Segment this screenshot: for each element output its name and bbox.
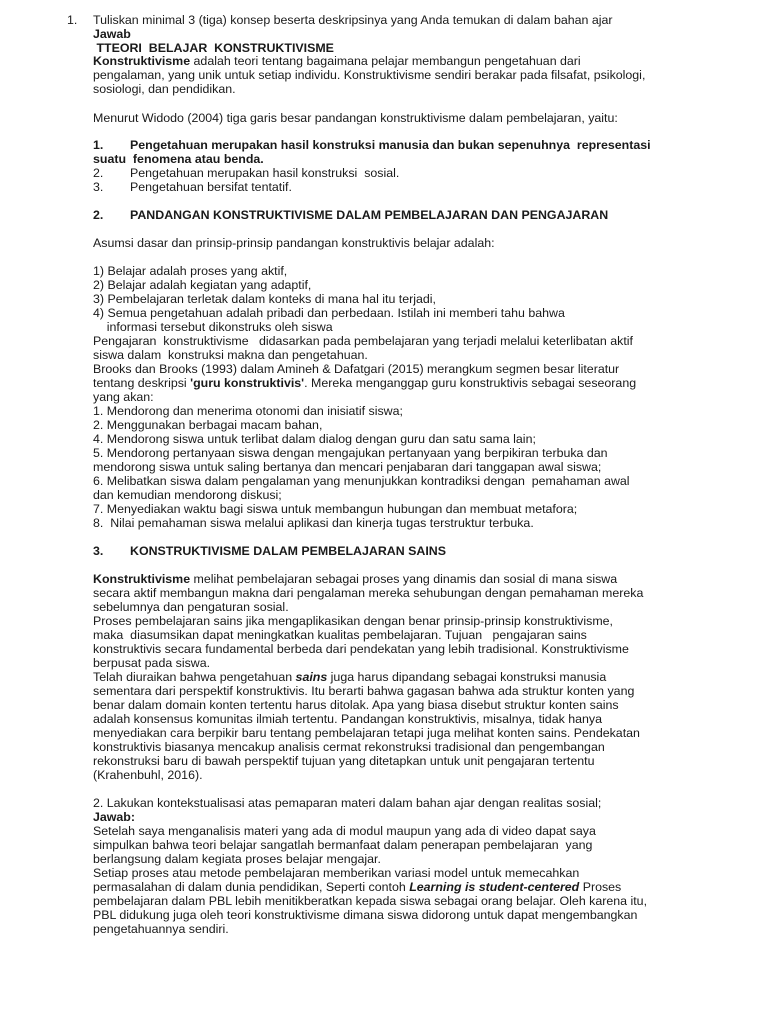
list-number: 1. — [93, 138, 104, 152]
list-item: 2) Belajar adalah kegiatan yang adaptif, — [93, 278, 312, 292]
paragraph-line: sebelumnya dan pengaturan sosial. — [93, 600, 289, 614]
paragraph-line: menyediakan cara berpikir baru tentang pembelajaran tetapi juga melihat konten sains. Pendekatan — [93, 726, 640, 740]
list-item-continued: informasi tersebut dikonstruks oleh siswa — [93, 320, 333, 334]
list-item: 3) Pembelajaran terletak dalam konteks di mana hal itu terjadi, — [93, 292, 436, 306]
paragraph-line: PBL didukung juga oleh teori konstruktivisme dimana siswa didorong untuk dapat mengembangkan — [93, 908, 638, 922]
paragraph-line: Telah diuraikan bahwa pengetahuan sains juga harus dipandang sebagai konstruksi manusia — [93, 670, 607, 684]
question-text: Tuliskan minimal 3 (tiga) konsep beserta deskripsinya yang Anda temukan di dalam bahan ajar — [93, 13, 613, 27]
paragraph-line: permasalahan di dalam dunia pendidikan, Seperti contoh Learning is student-centered Proses — [93, 880, 622, 894]
paragraph-line: sementara dari perspektif konstruktivis. Itu berarti bahwa gagasan bahwa ada struktur konten yang — [93, 684, 635, 698]
emphasis: Learning is student-centered — [409, 880, 580, 894]
list-item-continued: mendorong siswa untuk saling bertanya dan mencari penjabaran dari tanggapan awal siswa; — [93, 460, 602, 474]
paragraph-line: konstruktivis biasanya mencakup analisis cermat rekonstruksi tradisional dan pengembangan — [93, 740, 605, 754]
list-item: Pengetahuan bersifat tentatif. — [130, 180, 292, 194]
list-item: Pengetahuan merupakan hasil konstruksi sosial. — [130, 166, 400, 180]
list-item: 1) Belajar adalah proses yang aktif, — [93, 264, 288, 278]
list-item-continued: suatu fenomena atau benda. — [93, 152, 264, 166]
paragraph-line: secara aktif membangun makna dari pengalaman mereka sehubungan dengan pemahaman mereka — [93, 586, 644, 600]
paragraph-line: Setelah saya menganalisis materi yang ada di modul maupun yang ada di video dapat saya — [93, 824, 596, 838]
paragraph-line: berpusat pada siswa. — [93, 656, 211, 670]
paragraph-line: tentang deskripsi 'guru konstruktivis'. Mereka menganggap guru konstruktivis sebagai seseorang — [93, 376, 637, 390]
paragraph-line: Proses pembelajaran sains jika mengaplikasikan dengan benar prinsip-prinsip konstruktivisme, — [93, 614, 613, 628]
list-item: 7. Menyediakan waktu bagi siswa untuk membangun hubungan dan membuat metafora; — [93, 502, 578, 516]
section-number: 2. — [93, 208, 104, 222]
section-title: TTEORI BELAJAR KONSTRUKTIVISME — [93, 41, 334, 55]
emphasis: 'guru konstruktivis' — [190, 376, 305, 390]
paragraph-line: yang akan: — [93, 390, 154, 404]
paragraph-line: pengalaman, yang unik untuk setiap individu. Konstruktivisme sendiri berakar pada filsafat, psikologi, — [93, 68, 646, 82]
answer-label: Jawab — [93, 27, 131, 41]
paragraph-line: Asumsi dasar dan prinsip-prinsip pandangan konstruktivis belajar adalah: — [93, 236, 495, 250]
paragraph-line: Konstruktivisme adalah teori tentang bagaimana pelajar membangun pengetahuan dari — [93, 54, 581, 68]
section-heading: PANDANGAN KONSTRUKTIVISME DALAM PEMBELAJARAN DAN PENGAJARAN — [130, 208, 609, 222]
list-item: Pengetahuan merupakan hasil konstruksi manusia dan bukan sepenuhnya representasi — [130, 138, 651, 152]
section-number: 3. — [93, 544, 104, 558]
paragraph-line: pembelajaran dalam PBL lebih menitikberatkan kepada siswa sebagai orang belajar. Oleh karena itu, — [93, 894, 648, 908]
section-heading: KONSTRUKTIVISME DALAM PEMBELAJARAN SAINS — [130, 544, 446, 558]
paragraph-line: Brooks dan Brooks (1993) dalam Amineh & Dafatgari (2015) merangkum segmen besar literatur — [93, 362, 620, 376]
paragraph-line: Konstruktivisme melihat pembelajaran sebagai proses yang dinamis dan sosial di mana siswa — [93, 572, 618, 586]
paragraph-line: adalah konsensus komunitas ilmiah tertentu. Pandangan konstruktivis, misalnya, tidak hanya — [93, 712, 602, 726]
list-item: 6. Melibatkan siswa dalam pengalaman yang menunjukkan kontradiksi dengan pemahaman awal — [93, 474, 630, 488]
paragraph-line: Setiap proses atau metode pembelajaran memberikan variasi model untuk memecahkan — [93, 866, 580, 880]
paragraph-line: Pengajaran konstruktivisme didasarkan pada pembelajaran yang terjadi melalui keterlibatan aktif — [93, 334, 633, 348]
term: Konstruktivisme — [93, 572, 191, 586]
paragraph-line: berlangsung dalam kegiata proses belajar mengajar. — [93, 852, 381, 866]
list-item: 5. Mendorong pertanyaan siswa dengan mengajukan pertanyaan yang berpikiran terbuka dan — [93, 446, 608, 460]
list-number: 2. — [93, 166, 104, 180]
list-item: 8. Nilai pemahaman siswa melalui aplikasi dan kinerja tugas terstruktur terbuka. — [93, 516, 534, 530]
question-text: 2. Lakukan kontekstualisasi atas pemaparan materi dalam bahan ajar dengan realitas sosial; — [93, 796, 602, 810]
list-number: 3. — [93, 180, 104, 194]
term: Konstruktivisme — [93, 54, 191, 68]
list-item: 1. Mendorong dan menerima otonomi dan inisiatif siswa; — [93, 404, 403, 418]
emphasis: sains — [295, 670, 328, 684]
paragraph-line: simpulkan bahwa teori belajar sangatlah bermanfaat dalam penerapan pembelajaran yang — [93, 838, 593, 852]
paragraph-line: sosiologi, dan pendidikan. — [93, 82, 236, 96]
citation: (Krahenbuhl, 2016). — [93, 768, 203, 782]
list-item-continued: dan kemudian mendorong diskusi; — [93, 488, 282, 502]
list-item: 2. Menggunakan berbagai macam bahan, — [93, 418, 323, 432]
paragraph-line: Menurut Widodo (2004) tiga garis besar pandangan konstruktivisme dalam pembelajaran, yaitu: — [93, 111, 618, 125]
question-number: 1. — [67, 13, 78, 27]
paragraph-line: pengetahuannya sendiri. — [93, 922, 229, 936]
paragraph-line: benar dalam domain konten tertentu harus ditolak. Apa yang biasa disebut struktur konten sains — [93, 698, 619, 712]
paragraph-line: konstruktivis secara fundamental berbeda dari pendekatan yang lebih tradisional. Konstruktivisme — [93, 642, 629, 656]
paragraph-line: rekonstruksi baru di bawah perspektif tujuan yang ditetapkan untuk unit pengajaran tertentu — [93, 754, 595, 768]
paragraph-line: siswa dalam konstruksi makna dan pengetahuan. — [93, 348, 368, 362]
list-item: 4) Semua pengetahuan adalah pribadi dan perbedaan. Istilah ini memberi tahu bahwa — [93, 306, 565, 320]
paragraph-line: maka diasumsikan dapat meningkatkan kualitas pembelajaran. Tujuan pengajaran sains — [93, 628, 587, 642]
answer-label: Jawab: — [93, 810, 136, 824]
list-item: 4. Mendorong siswa untuk terlibat dalam dialog dengan guru dan satu sama lain; — [93, 432, 536, 446]
